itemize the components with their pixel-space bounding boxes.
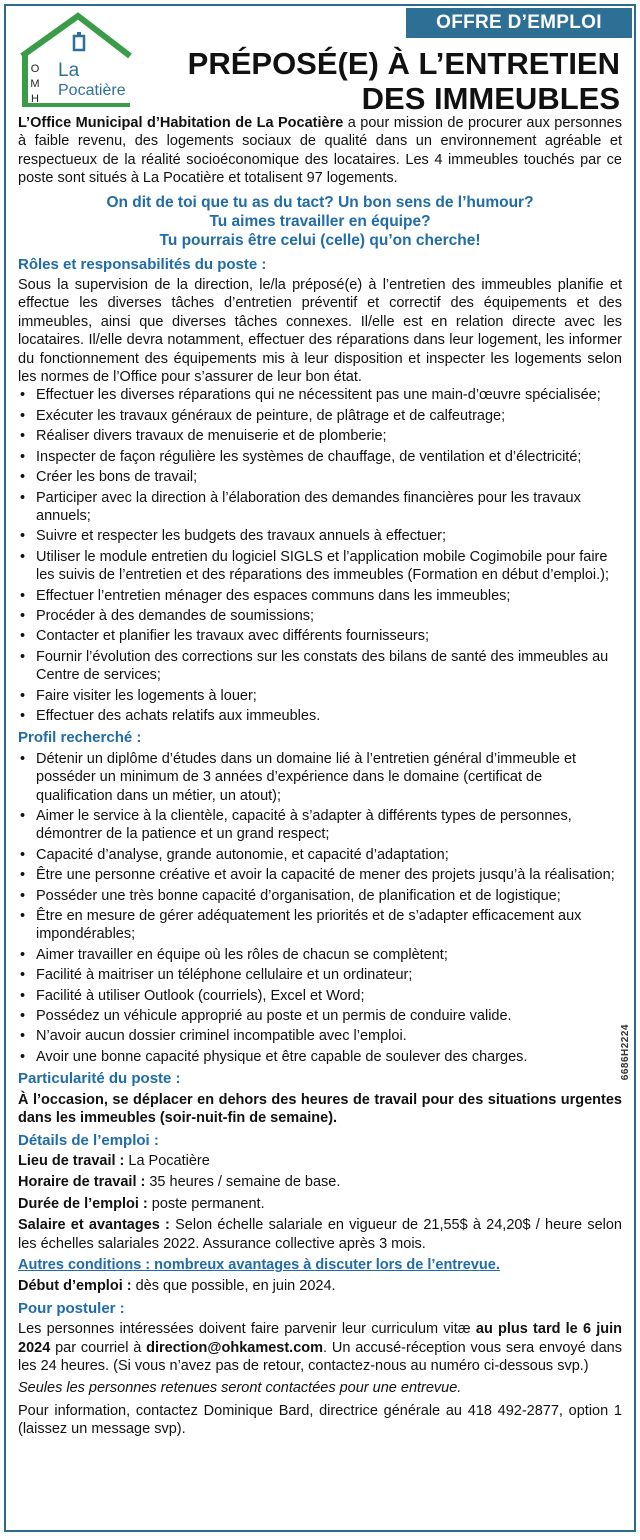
profile-list: [18, 750, 622, 1067]
list-item: • Facilité à utiliser Outlook (courriels), Excel et Word;: [18, 987, 622, 1005]
email-link[interactable]: direction@ohkamest.com: [146, 1339, 324, 1356]
list-item: • Aimer le service à la clientèle, capacité à s’adapter à différents types de personnes, démontrer de la patience et un grand respect;: [18, 807, 622, 844]
omh-logo: [18, 12, 148, 108]
list-item: • Effectuer les diverses réparations qui ne nécessitent pas une main-d’œuvre spécialisée;: [18, 386, 622, 404]
list-item: • Procéder à des demandes de soumissions;: [18, 607, 622, 625]
logo-letters: O M H: [30, 63, 40, 105]
list-item: • Être en mesure de gérer adéquatement les priorités et de s’adapter efficacement aux impondérables;: [18, 907, 622, 944]
detail-horaire: Horaire de travail : 35 heures / semaine de base.: [18, 1174, 341, 1191]
roles-paragraph: Sous la supervision de la direction, le/la préposé(e) à l’entretien des immeubles planifie et effectue les diverses tâches d’entretien préventif et correctif des équipements et des immeubles, ainsi que diverses tâches connexes. Il/elle est en relation directe avec les locataires. Il/elle devra notamment, effectuer des réparations dans leur logement, les informer du fonctionnement des équipements mis à leur disposition et inspecter les logements selon les normes de l’Office pour s’assurer de leur bon état.: [18, 277, 622, 386]
hook-text: On dit de toi que tu as du tact? Un bon sens de l’humour? Tu aimes travailler en équipe? Tu pourrais être celui (celle) qu’on cherche!: [106, 193, 534, 249]
list-item: • Effectuer des achats relatifs aux immeubles.: [18, 707, 622, 725]
particularity-text: À l’occasion, se déplacer en dehors des heures de travail pour des situations urgentes dans les immeubles (soir-nuit-fin de semaine).: [18, 1091, 622, 1127]
intro-paragraph: L’Office Municipal d’Habitation de La Pocatière a pour mission de procurer aux personnes à faible revenu, des logements sociaux de qualité dans un environnement agréable et respectueux de la réalité socioéconomique des locataires. Les 4 immeubles touchés par ce poste sont situés à La Pocatière et totalisent 97 logements.: [18, 115, 622, 187]
list-item: • Participer avec la direction à l’élaboration des demandes financières pour les travaux annuels;: [18, 489, 622, 526]
apply-paragraph: Les personnes intéressées doivent faire parvenir leur curriculum vitæ au plus tard le 6 juin 2024 par courriel à direction@ohkamest.com. Un accusé-réception vous sera envoyé dans les 24 heures. (Si vous n’avez pas de retour, contactez-nous au numéro ci-dessous svp.): [18, 1321, 622, 1374]
roles-list: [18, 386, 622, 725]
detail-lieu: Lieu de travail : La Pocatière: [18, 1152, 210, 1169]
logo-pocatiere: Pocatière: [58, 82, 126, 99]
list-item: • Avoir une bonne capacité physique et être capable de soulever des charges.: [18, 1048, 622, 1066]
apply-heading: Pour postuler :: [18, 1299, 125, 1317]
selection-note: Seules les personnes retenues seront contactées pour une entrevue.: [18, 1380, 462, 1397]
list-item: • Inspecter de façon régulière les systèmes de chauffage, de ventilation et d’électricité;: [18, 448, 622, 466]
list-item: • N’avoir aucun dossier criminel incompatible avec l’emploi.: [18, 1027, 622, 1045]
logo-la: La: [58, 60, 80, 81]
job-title: PRÉPOSÉ(E) À L’ENTRETIEN DES IMMEUBLES: [187, 46, 620, 116]
roles-heading: Rôles et responsabilités du poste :: [18, 255, 267, 273]
list-item: • Contacter et planifier les travaux avec différents fournisseurs;: [18, 627, 622, 645]
list-item: • Utiliser le module entretien du logiciel SIGLS et l’application mobile Cogimobile pour faire les suivis de l’entretien et des réparations des immeubles (Formation en début d’emploi.);: [18, 548, 622, 585]
list-item: • Fournir l’évolution des corrections sur les constats des bilans de santé des immeubles au Centre de services;: [18, 648, 622, 685]
posting-body: [18, 114, 622, 1439]
list-item: • Capacité d’analyse, grande autonomie, et capacité d’adaptation;: [18, 846, 622, 864]
list-item: • Possédez un véhicule approprié au poste et un permis de conduire valide.: [18, 1007, 622, 1025]
list-item: • Détenir un diplôme d’études dans un domaine lié à l’entretien général d’immeuble et posséder un minimum de 3 années d’expérience dans le domaine (certificat de qualification dans un métier, un atout);: [18, 750, 622, 805]
list-item: • Effectuer l’entretien ménager des espaces communs dans les immeubles;: [18, 587, 622, 605]
detail-debut: Début d’emploi : dès que possible, en juin 2024.: [18, 1278, 336, 1295]
list-item: • Faire visiter les logements à louer;: [18, 687, 622, 705]
list-item: • Créer les bons de travail;: [18, 468, 622, 486]
list-item: • Réaliser divers travaux de menuiserie et de plomberie;: [18, 427, 622, 445]
profile-heading: Profil recherché :: [18, 729, 142, 747]
detail-salaire: Salaire et avantages : Selon échelle salariale en vigueur de 21,55$ à 24,20$ / heure selon les échelles salariales 2022. Assurance collective après 3 mois.: [18, 1217, 622, 1252]
offer-banner: OFFRE D’EMPLOI: [406, 8, 632, 38]
details-heading: Détails de l’emploi :: [18, 1131, 159, 1149]
list-item: • Exécuter les travaux généraux de peinture, de plâtrage et de calfeutrage;: [18, 407, 622, 425]
list-item: • Posséder une très bonne capacité d’organisation, de planification et de logistique;: [18, 887, 622, 905]
other-conditions: Autres conditions : nombreux avantages à discuter lors de l’entrevue.: [18, 1256, 500, 1273]
list-item: • Être une personne créative et avoir la capacité de mener des projets jusqu’à la réalisation;: [18, 866, 622, 884]
list-item: • Facilité à maitriser un téléphone cellulaire et un ordinateur;: [18, 966, 622, 984]
reference-code: 6686H2224: [620, 1024, 631, 1081]
detail-duree: Durée de l’emploi : poste permanent.: [18, 1195, 265, 1212]
list-item: • Suivre et respecter les budgets des travaux annuels à effectuer;: [18, 527, 622, 545]
list-item: • Aimer travailler en équipe où les rôles de chacun se complètent;: [18, 946, 622, 964]
particularity-heading: Particularité du poste :: [18, 1070, 181, 1088]
contact-paragraph: Pour information, contactez Dominique Bard, directrice générale au 418 492-2877, option 1 (laissez un message svp).: [18, 1402, 622, 1438]
job-posting: [4, 4, 636, 1532]
